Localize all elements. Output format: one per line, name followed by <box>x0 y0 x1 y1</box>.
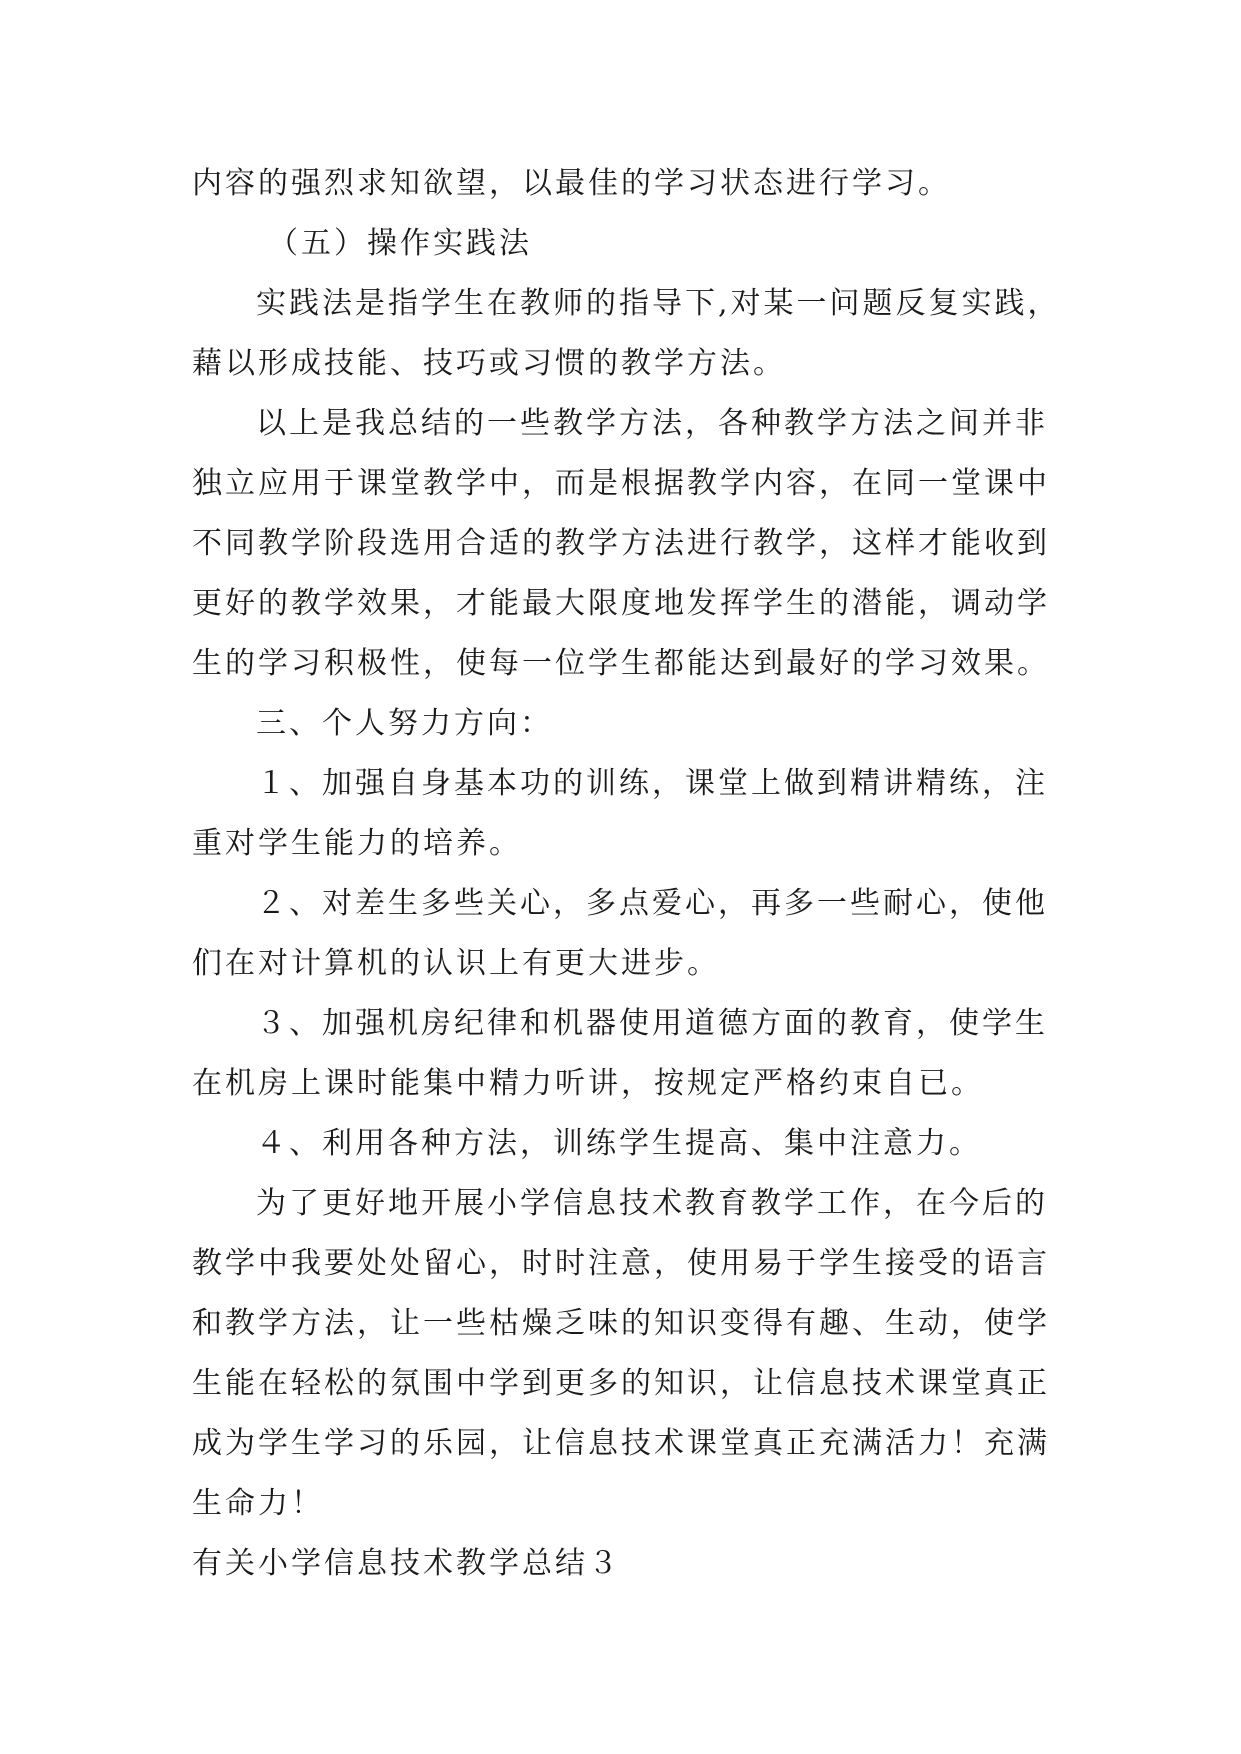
text-line: 重对学生能力的培养。 <box>192 826 522 861</box>
list-item: ２、对差生多些关心，多点爱心，再多一些耐心，使他 <box>256 886 1048 921</box>
list-item: ４、利用各种方法，训练学生提高、集中注意力。 <box>256 1126 982 1161</box>
list-item: ３、加强机房纪律和机器使用道德方面的教育，使学生 <box>256 1006 1048 1041</box>
text-line: 实践法是指学生在教师的指导下,对某一问题反复实践， <box>256 286 1061 321</box>
section-heading: 三、个人努力方向： <box>256 706 553 741</box>
text-line: 为了更好地开展小学信息技术教育教学工作，在今后的 <box>256 1186 1048 1221</box>
text-line: 们在对计算机的认识上有更大进步。 <box>192 946 720 981</box>
document-title: 有关小学信息技术教学总结３ <box>192 1546 621 1581</box>
text-line: 生能在轻松的氛围中学到更多的知识，让信息技术课堂真正 <box>192 1366 1050 1401</box>
text-line: 不同教学阶段选用合适的教学方法进行教学，这样才能收到 <box>192 526 1050 561</box>
text-line: 在机房上课时能集中精力听讲，按规定严格约束自已。 <box>192 1066 984 1101</box>
text-line: 生的学习积极性，使每一位学生都能达到最好的学习效果。 <box>192 646 1050 681</box>
text-line: 更好的教学效果，才能最大限度地发挥学生的潜能，调动学 <box>192 586 1050 621</box>
text-line: 独立应用于课堂教学中，而是根据教学内容，在同一堂课中 <box>192 466 1050 501</box>
section-heading: （五）操作实践法 <box>268 226 532 261</box>
text-line: 和教学方法，让一些枯燥乏味的知识变得有趣、生动，使学 <box>192 1306 1050 1341</box>
text-line: 以上是我总结的一些教学方法，各种教学方法之间并非 <box>256 406 1048 441</box>
text-line: 成为学生学习的乐园，让信息技术课堂真正充满活力！充满 <box>192 1426 1050 1461</box>
text-line: 生命力！ <box>192 1486 324 1521</box>
text-line: 教学中我要处处留心，时时注意，使用易于学生接受的语言 <box>192 1246 1050 1281</box>
text-line: 藉以形成技能、技巧或习惯的教学方法。 <box>192 346 786 381</box>
list-item: １、加强自身基本功的训练，课堂上做到精讲精练，注 <box>256 766 1048 801</box>
text-line: 内容的强烈求知欲望，以最佳的学习状态进行学习。 <box>192 166 951 201</box>
